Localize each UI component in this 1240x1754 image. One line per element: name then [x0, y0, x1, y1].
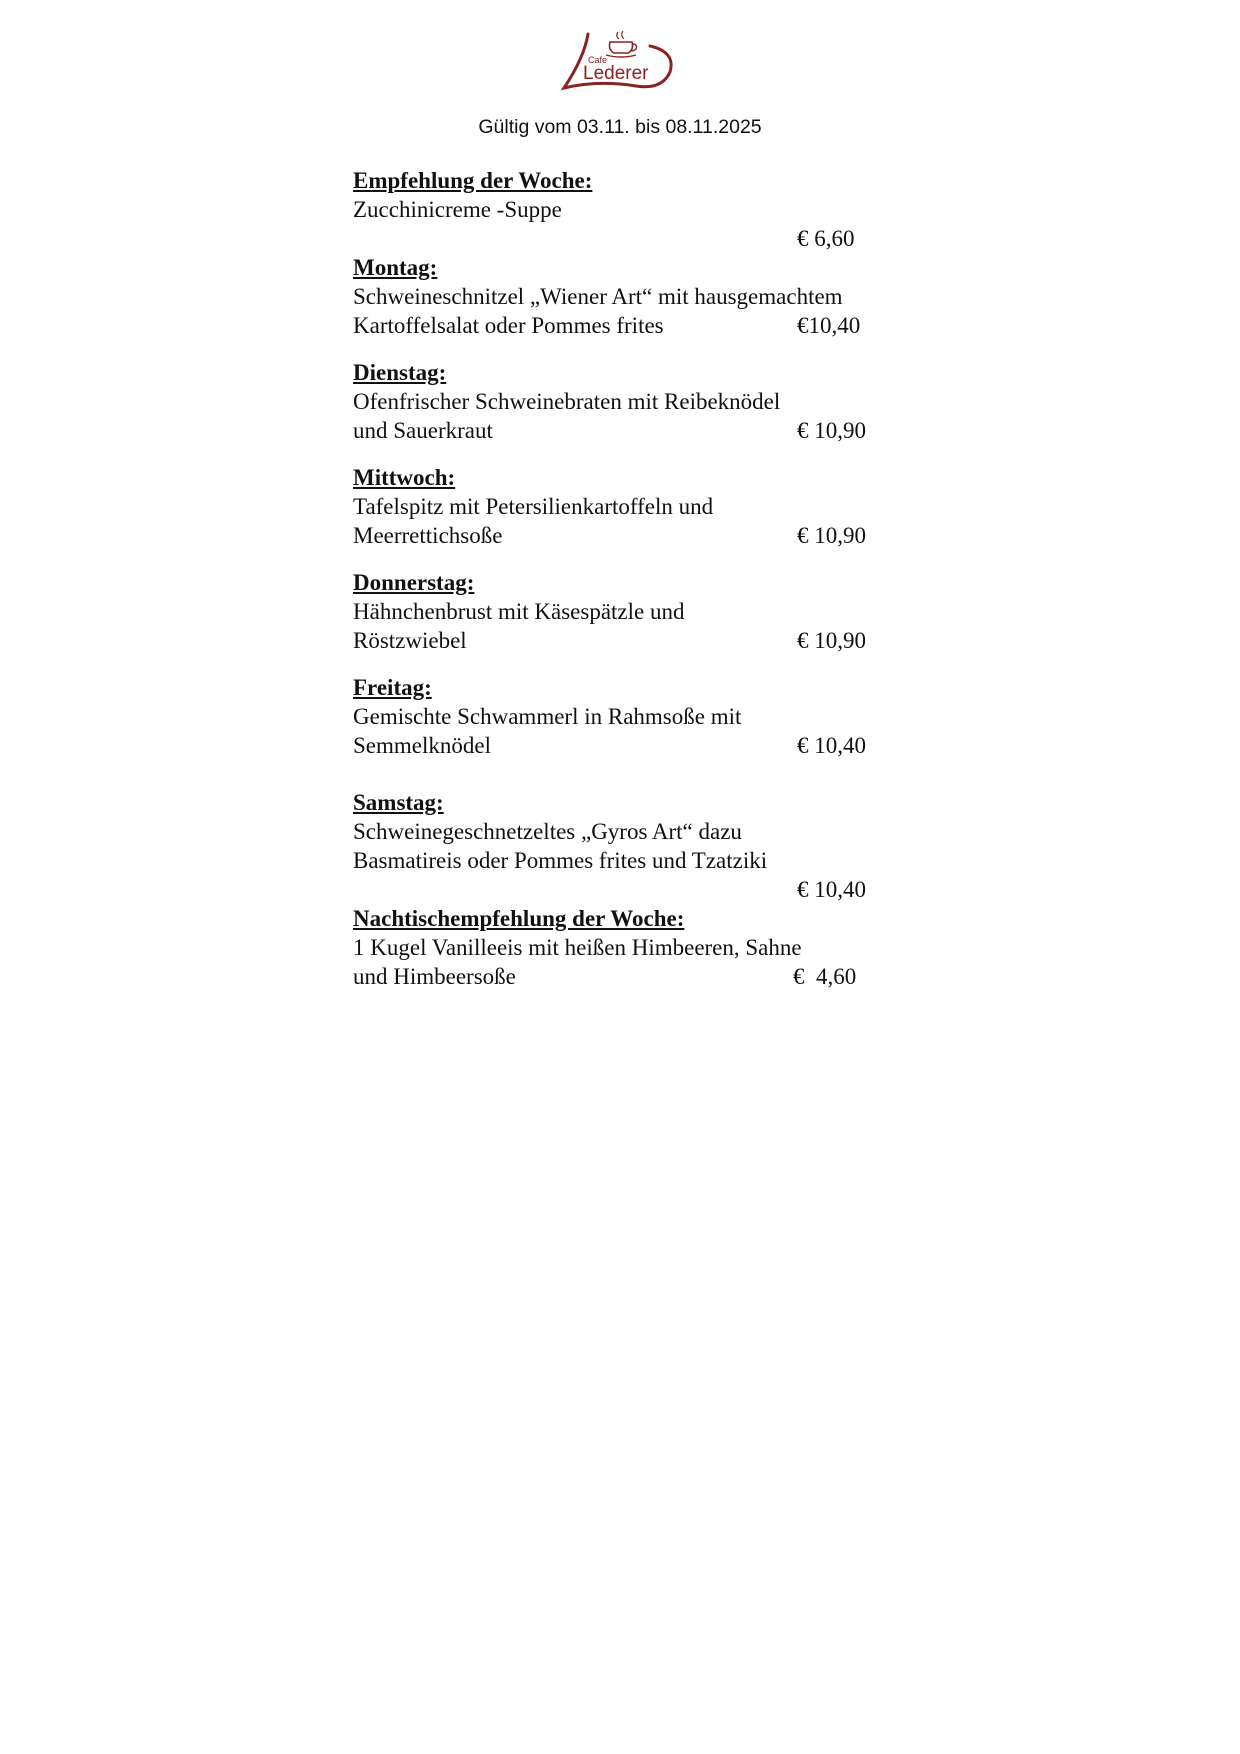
dish-line: Gemischte Schwammerl in Rahmsoße mit	[353, 704, 742, 729]
dish-line: 1 Kugel Vanilleeis mit heißen Himbeeren, Sahne	[353, 935, 802, 960]
logo-small-text: Cafe	[588, 55, 608, 65]
dish-line: und Himbeersoße	[353, 964, 516, 989]
section-heading: Donnerstag:	[353, 570, 475, 595]
price: € 10,40	[797, 733, 866, 758]
dish-line: Schweineschnitzel „Wiener Art“ mit hausgemachtem	[353, 284, 843, 309]
cafe-lederer-logo	[558, 28, 680, 98]
menu-section-thursday	[353, 550, 913, 655]
section-heading: Montag:	[353, 255, 438, 280]
section-heading: Empfehlung der Woche:	[353, 168, 593, 193]
dish-line: Kartoffelsalat oder Pommes frites	[353, 313, 664, 338]
section-heading: Mittwoch:	[353, 465, 456, 490]
price: € 10,90	[797, 523, 866, 548]
logo-graphic	[558, 28, 680, 98]
dish-line: Zucchinicreme -Suppe	[353, 197, 562, 222]
dish-line: Semmelknödel	[353, 733, 491, 758]
price: € 6,60	[797, 226, 855, 251]
dish-line: Hähnchenbrust mit Käsespätzle und	[353, 599, 685, 624]
menu-section-wednesday	[353, 445, 913, 550]
dish-line: Schweinegeschnetzeltes „Gyros Art“ dazu	[353, 819, 742, 844]
dish-line: Basmatireis oder Pommes frites und Tzatziki	[353, 848, 768, 873]
price: €10,40	[797, 313, 861, 338]
price: € 10,90	[797, 628, 866, 653]
section-heading: Samstag:	[353, 790, 444, 815]
dish-line: Ofenfrischer Schweinebraten mit Reibeknödel	[353, 389, 781, 414]
price: € 10,90	[797, 418, 866, 443]
menu-section-friday	[353, 655, 913, 760]
menu-section-monday	[353, 253, 913, 340]
price: € 10,40	[797, 877, 866, 902]
logo-name-text: Lederer	[583, 63, 649, 84]
dish-line: Röstzwiebel	[353, 628, 467, 653]
dish-line: Meerrettichsoße	[353, 523, 503, 548]
section-heading: Nachtischempfehlung der Woche:	[353, 906, 685, 931]
dish-line: und Sauerkraut	[353, 418, 493, 443]
weekly-menu	[353, 166, 913, 991]
section-heading: Dienstag:	[353, 360, 447, 385]
menu-section-tuesday	[353, 340, 913, 445]
menu-section-dessert-recommendation	[353, 904, 913, 991]
dish-line: Tafelspitz mit Petersilienkartoffeln und	[353, 494, 714, 519]
validity-period: Gültig vom 03.11. bis 08.11.2025	[478, 116, 762, 138]
menu-section-weekly-recommendation	[353, 166, 913, 253]
menu-section-saturday	[353, 760, 913, 904]
section-heading: Freitag:	[353, 675, 432, 700]
price: € 4,60	[793, 964, 857, 989]
